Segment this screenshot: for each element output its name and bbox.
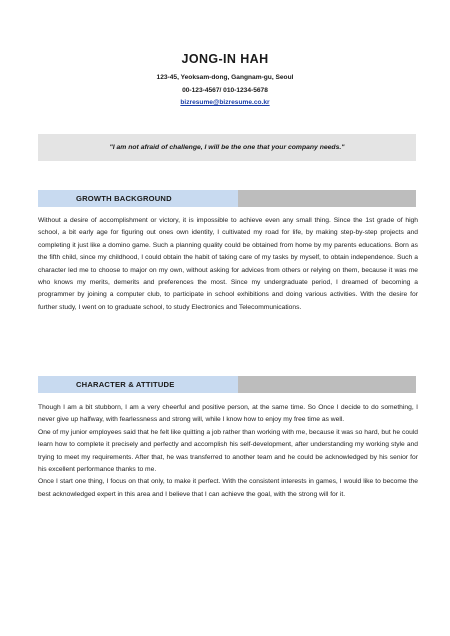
phone-line: 00-123-4567/ 010-1234-5678 (182, 87, 268, 94)
section-title: GROWTH BACKGROUND (76, 194, 172, 203)
section-header-growth-background (38, 190, 416, 207)
growth-background-text (38, 215, 418, 314)
paragraph: Though I am a bit stubborn, I am a very cheerful and positive person, at the same time. So Once I decide to do something, I never give up halfway, with fearlessness and strong will, while I know how to enjoy my free time as well. (38, 404, 418, 424)
section-header-character-attitude (38, 376, 416, 393)
paragraph: One of my junior employees said that he felt like quitting a job rather than working with me, because it was so hard, but he could learn how to complete it precisely and perfectly and accomplish his self-development, after understanding my working style and trying to meet my requirements. After that, he was transferred to another team and he could be acknowledged by his senior for his excellent performance thanks to me. (38, 428, 418, 474)
section-header-bar (238, 190, 416, 207)
section-title: CHARACTER & ATTITUDE (76, 380, 175, 389)
motto-quote-box (38, 134, 416, 161)
applicant-name: JONG-IN HAH (181, 52, 269, 66)
email-link[interactable]: bizresume@bizresume.co.kr (180, 99, 270, 106)
paragraph: Once I start one thing, I focus on that only, to make it perfect. With the consistent interests in games, I would like to become the best acknowledged expert in this area and I believe that I can achieve the goal, with the strong will for it. (38, 478, 418, 498)
paragraph: Without a desire of accomplishment or victory, it is impossible to achieve even any small thing. Since the 1st grade of high school, a bit early age for figuring out ones own identity, I cultivated my road for life, by making step-by-step projects and completing it just like a domino game. Such a planning quality could be obtained from home by my parents educations. Born as the fifth child, since my childhood, I could obtain the habit of taking care of my tasks by myself, to obtain independence. Such a character led me to choose to major on my own, without asking for advices from others or relying on them, because it was me who knows my merits, demerits and preferences the most. Since my undergraduate period, I dreamed of becoming a programmer by joining a computer club, to participate in school exhibitions and doing various activities. With the desire for further study, I went on to graduate school, to study Electronics and Telecommunications. (38, 217, 418, 311)
section-title-box (38, 190, 238, 207)
motto-quote-text: "I am not afraid of challenge, I will be the one that your company needs." (109, 144, 345, 151)
section-title-box (38, 376, 238, 393)
address-line: 123-45, Yeoksam-dong, Gangnam-gu, Seoul (156, 74, 294, 81)
character-attitude-text (38, 402, 418, 501)
section-header-bar (238, 376, 416, 393)
